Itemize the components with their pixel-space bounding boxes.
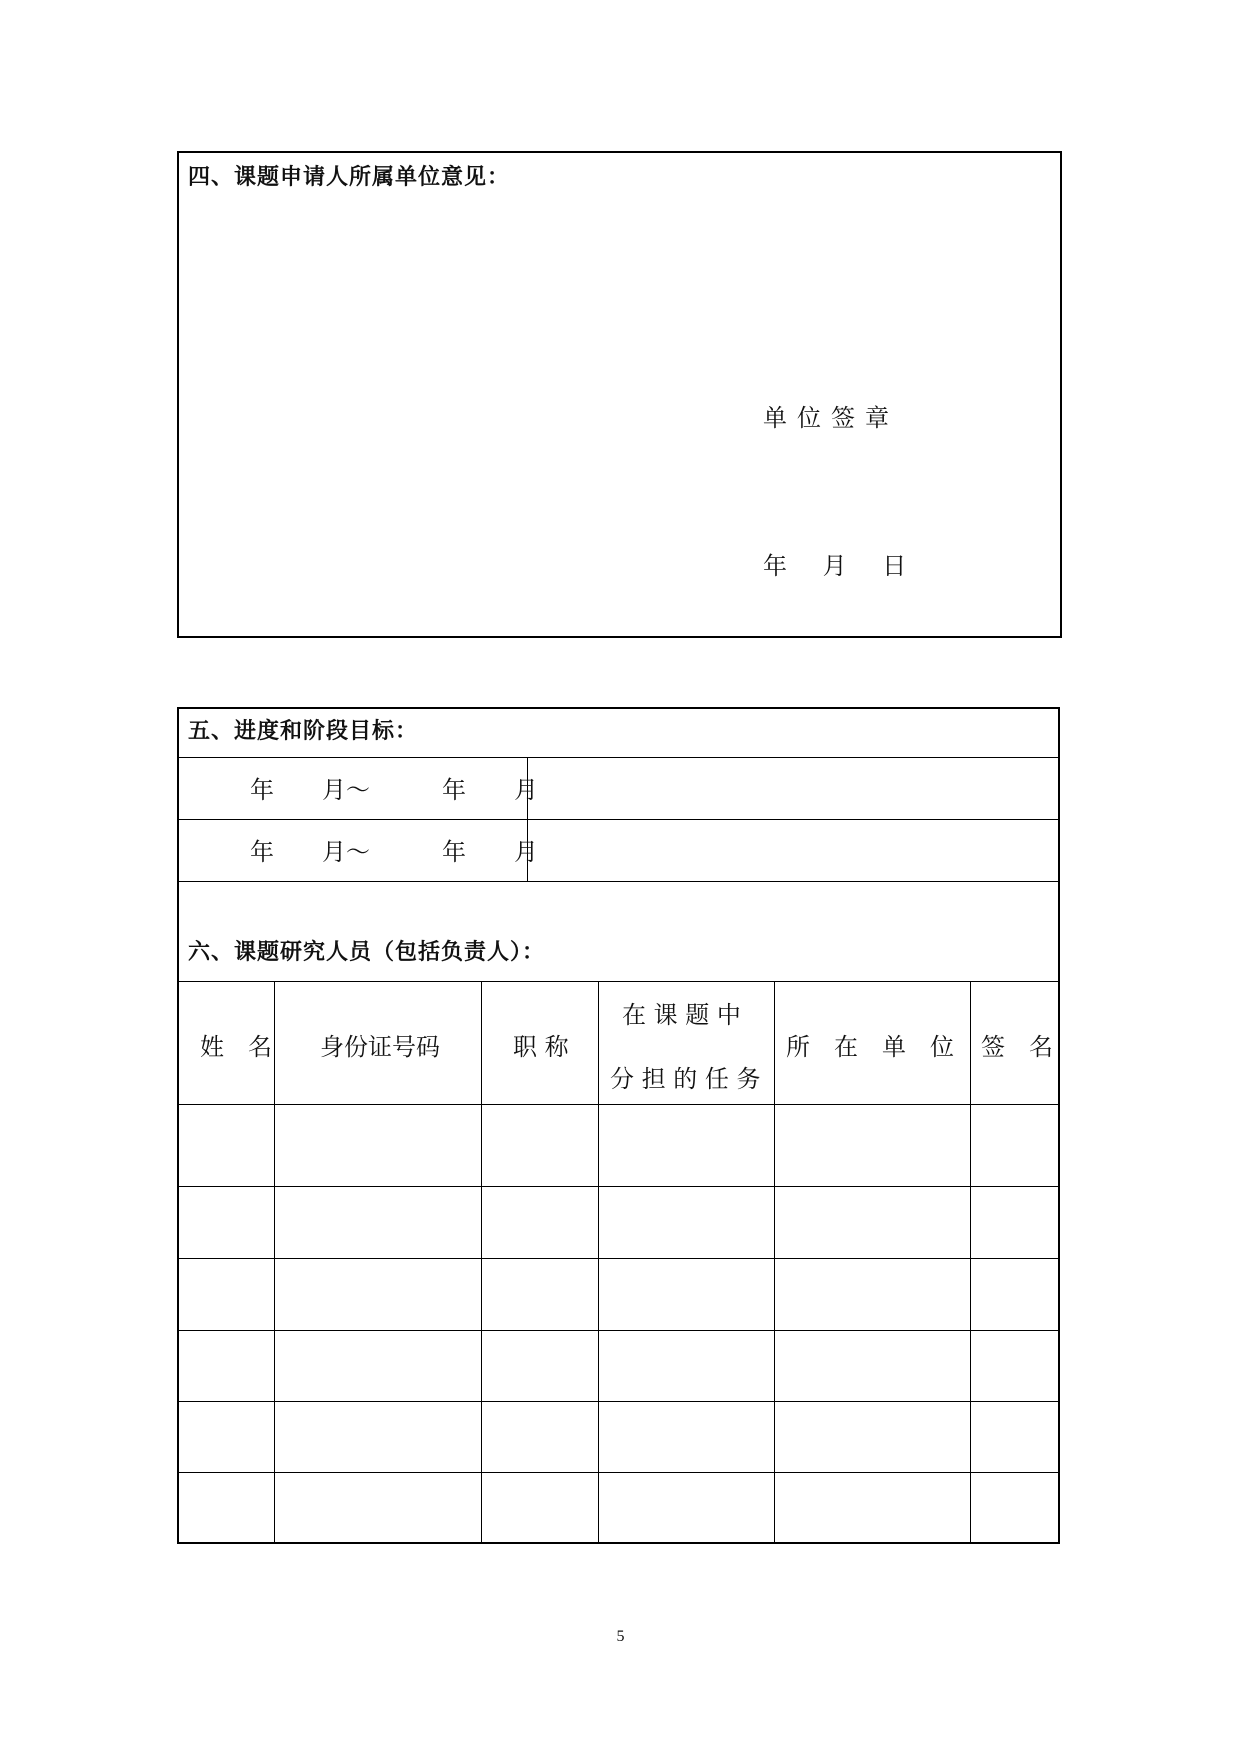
divider [970,981,971,1543]
header-name: 姓 名 [200,1033,272,1061]
divider [177,1104,1060,1105]
unit-seal-label: 单位签章 [763,404,899,432]
header-signature: 签 名 [981,1033,1053,1061]
header-id-number: 身份证号码 [320,1033,440,1061]
page-number: 5 [616,1628,625,1645]
divider [481,981,482,1543]
section4-title: 四、课题申请人所属单位意见： [188,165,511,190]
header-title: 职 称 [513,1033,569,1061]
section6-title: 六、课题研究人员（包括负责人）： [188,940,546,965]
date-label: 年 月 日 [763,552,907,580]
divider [177,757,1060,758]
header-task-line1: 在 课 题 中 [622,1001,741,1029]
divider [177,1472,1060,1473]
divider [177,1330,1060,1331]
divider [177,1186,1060,1187]
divider [274,981,275,1543]
divider [177,1401,1060,1402]
header-unit: 所 在 单 位 [786,1033,954,1061]
unit-opinion-box [177,151,1062,638]
schedule-period-2: 年 月～ 年 月 [250,838,538,866]
divider [177,819,1060,820]
section5-title: 五、进度和阶段目标： [188,719,419,744]
schedule-period-1: 年 月～ 年 月 [250,776,538,804]
divider [177,981,1060,982]
divider [177,881,1060,882]
divider [177,1258,1060,1259]
divider [598,981,599,1543]
header-task-line2: 分 担 的 任 务 [610,1065,761,1093]
divider [774,981,775,1543]
